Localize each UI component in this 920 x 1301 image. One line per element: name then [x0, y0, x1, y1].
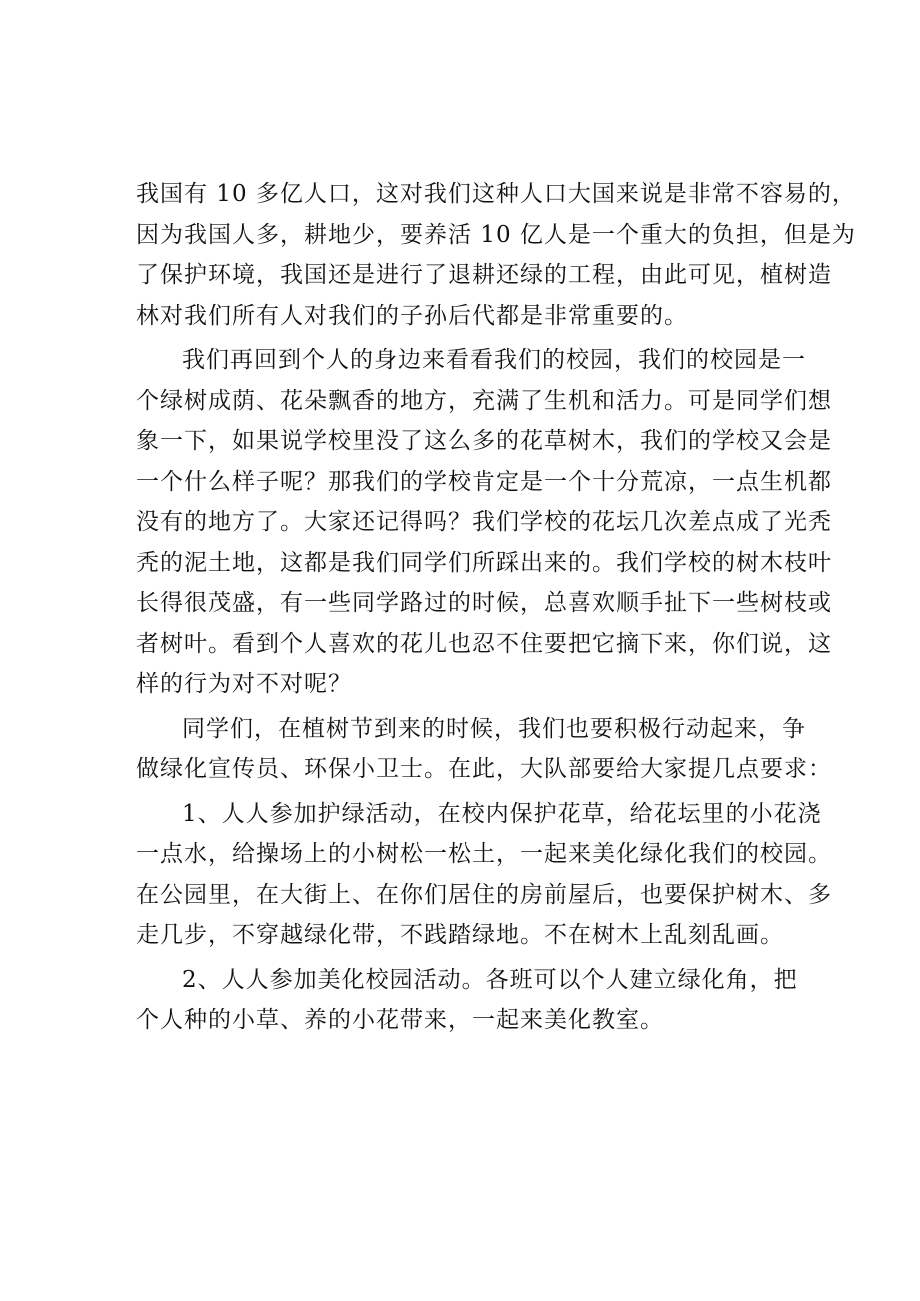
text-line: 长得很茂盛，有一些同学路过的时候，总喜欢顺手扯下一些树枝或: [136, 590, 832, 616]
text-line: 我们再回到个人的身边来看看我们的校园，我们的校园是一: [182, 347, 806, 373]
text-line: 秃的泥土地，这都是我们同学们所踩出来的。我们学校的树木枝叶: [136, 549, 832, 576]
text-line: 同学们，在植树节到来的时候，我们也要积极行动起来，争: [182, 715, 806, 742]
text-line: 林对我们所有人对我们的子孙后代都是非常重要的。: [136, 302, 688, 329]
text-line: 一个什么样子呢？那我们的学校肯定是一个十分荒凉，一点生机都: [136, 468, 832, 495]
text-line: 因为我国人多，耕地少，要养活 10 亿人是一个重大的负担，但是为: [136, 221, 856, 248]
text-line: 个绿树成荫、花朵飘香的地方，充满了生机和活力。可是同学们想: [136, 387, 832, 414]
text-line: 走几步，不穿越绿化带，不践踏绿地。不在树木上乱刻乱画。: [136, 922, 784, 948]
document-body: [136, 174, 856, 1045]
text-line: 象一下，如果说学校里没了这么多的花草树木，我们的学校又会是: [136, 428, 832, 454]
text-line: 了保护环境，我国还是进行了退耕还绿的工程，由此可见，植树造: [136, 262, 832, 288]
text-line: 2、人人参加美化校园活动。各班可以个人建立绿化角，把: [182, 966, 798, 993]
paragraph-5: [136, 960, 816, 1041]
text-line: 样的行为对不对呢？: [136, 671, 352, 697]
paragraph-2: [136, 340, 832, 705]
text-line: 做绿化宣传员、环保小卫士。在此，大队部要给大家提几点要求：: [136, 756, 832, 782]
text-line: 一点水，给操场上的小树松一松土，一起来美化绿化我们的校园。: [136, 841, 832, 867]
paragraph-3: [136, 709, 832, 790]
text-line: 个人种的小草、养的小花带来，一起来美化教室。: [136, 1007, 664, 1033]
text-line: 者树叶。看到个人喜欢的花儿也忍不住要把它摘下来，你们说，这: [136, 630, 832, 657]
text-line: 我国有 10 多亿人口，这对我们这种人口大国来说是非常不容易的，: [136, 181, 856, 207]
paragraph-1: [136, 174, 856, 336]
paragraph-4: [136, 794, 832, 956]
text-line: 1、人人参加护绿活动，在校内保护花草，给花坛里的小花浇: [182, 800, 822, 827]
text-line: 在公园里，在大街上、在你们居住的房前屋后，也要保护树木、多: [136, 881, 832, 908]
text-line: 没有的地方了。大家还记得吗？我们学校的花坛几次差点成了光秃: [136, 509, 832, 535]
